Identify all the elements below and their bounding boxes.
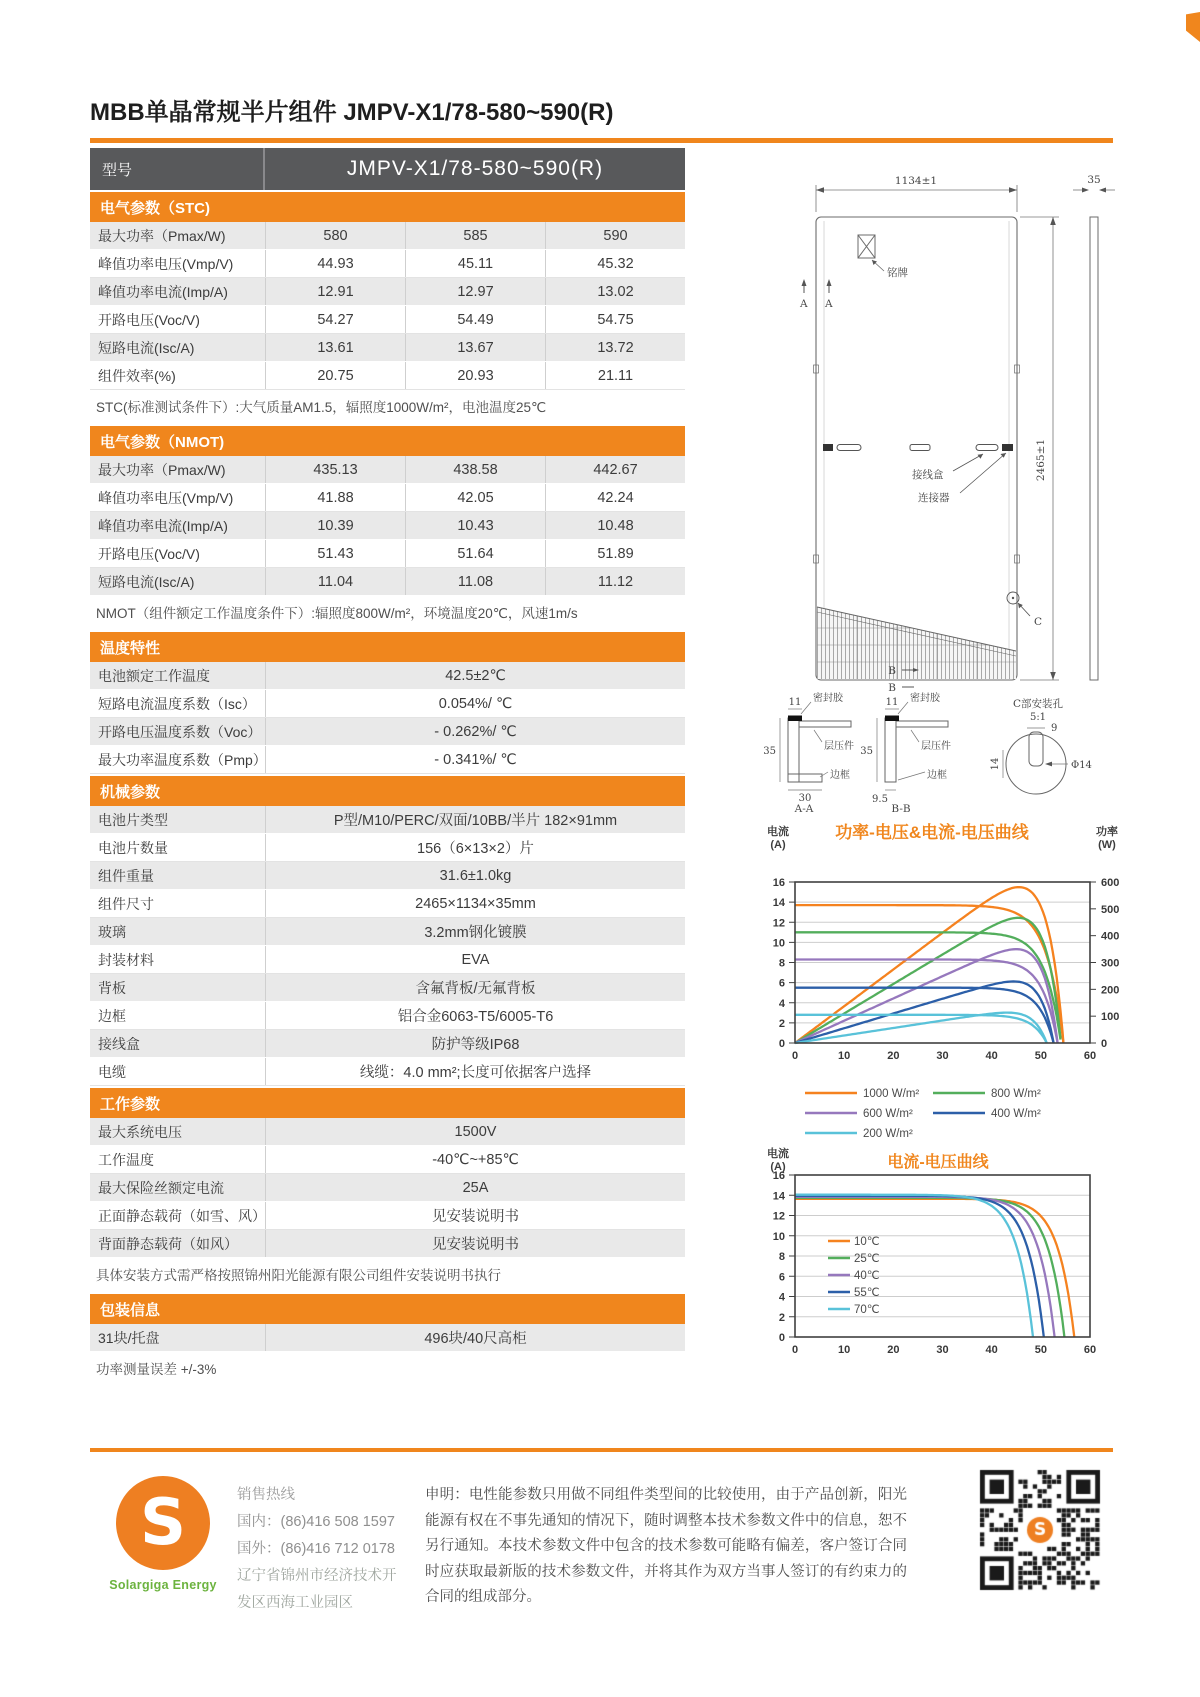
- table-row: [90, 568, 685, 596]
- row-value: 见安装说明书: [265, 1202, 685, 1229]
- row-value: 31.6±1.0kg: [265, 862, 685, 889]
- row-value: 51.43: [265, 540, 405, 567]
- thickness-dim-text: 35: [1087, 174, 1101, 186]
- row-label: 工作温度: [98, 1151, 154, 1168]
- dim-text: 11: [885, 697, 899, 708]
- svg-text:0: 0: [791, 1050, 799, 1062]
- row-value: 13.67: [405, 334, 545, 361]
- svg-text:60: 60: [1083, 1344, 1097, 1356]
- table-row: [90, 946, 685, 974]
- row-label: 玻璃: [98, 923, 126, 940]
- row-value: 54.75: [545, 306, 685, 333]
- table-row: [90, 278, 685, 306]
- row-value: 见安装说明书: [265, 1230, 685, 1257]
- y-right-axis-label: 功率: [1096, 826, 1118, 838]
- svg-text:50: 50: [1034, 1050, 1047, 1062]
- model-header-row: [90, 148, 685, 190]
- table-row: [90, 1058, 685, 1086]
- chart-title: 功率-电压&电流-电压曲线: [835, 823, 1029, 842]
- frame-label: 边框: [830, 770, 850, 781]
- row-value: - 0.262%/ ℃: [265, 718, 685, 745]
- row-label: 最大功率温度系数（Pmp）: [98, 751, 267, 768]
- svg-text:14: 14: [772, 897, 785, 910]
- hotline-title: 销售热线: [237, 1487, 295, 1503]
- dim-text: Φ14: [1071, 760, 1092, 771]
- table-row: [90, 1324, 685, 1352]
- row-value: 20.93: [405, 362, 545, 389]
- connector-label: 连接器: [918, 492, 950, 504]
- row-value: 41.88: [265, 484, 405, 511]
- junction-box-label: 接线盒: [912, 469, 944, 481]
- svg-text:6: 6: [778, 1271, 785, 1284]
- row-value: 3.2mm钢化镀膜: [265, 918, 685, 945]
- table-row: [90, 918, 685, 946]
- svg-text:20: 20: [887, 1344, 900, 1356]
- svg-text:16: 16: [772, 1170, 785, 1182]
- contact-block: [237, 1482, 417, 1617]
- sealant-label: 密封胶: [813, 693, 843, 704]
- grill-hatch: [817, 607, 1016, 679]
- row-value: 44.93: [265, 250, 405, 277]
- table-row: [90, 1002, 685, 1030]
- svg-text:12: 12: [772, 1210, 785, 1223]
- section-a-label: A: [800, 298, 808, 310]
- frame-label: 边框: [927, 770, 947, 781]
- pv-iv-curve-chart: [700, 805, 1180, 1150]
- svg-text:400 W/m²: 400 W/m²: [991, 1108, 1041, 1120]
- table-row: [90, 806, 685, 834]
- dim-text: 35: [763, 746, 776, 757]
- row-value: 51.64: [405, 540, 545, 567]
- row-label: 正面静态载荷（如雪、风）: [98, 1207, 266, 1224]
- svg-text:200 W/m²: 200 W/m²: [863, 1128, 913, 1140]
- dim-text: 30: [798, 793, 812, 804]
- table-row: [90, 1146, 685, 1174]
- laminate-label: 层压件: [921, 741, 951, 752]
- table-row: [90, 334, 685, 362]
- svg-text:300: 300: [1101, 957, 1120, 970]
- table-row: [90, 512, 685, 540]
- row-label: 组件尺寸: [98, 895, 154, 912]
- c-marker-label: C: [1034, 616, 1043, 628]
- svg-text:10: 10: [838, 1050, 851, 1062]
- detail-caption: A-A: [794, 803, 814, 815]
- row-value: 铝合金6063-T5/6005-T6: [265, 1002, 685, 1029]
- spec-table-body: [90, 192, 685, 1386]
- row-value: 13.02: [545, 278, 685, 305]
- table-row: [90, 362, 685, 390]
- dim-text: 11: [788, 697, 802, 708]
- table-row: [90, 662, 685, 690]
- table-row: [90, 890, 685, 918]
- svg-text:14: 14: [772, 1190, 785, 1203]
- svg-text:600 W/m²: 600 W/m²: [863, 1108, 913, 1120]
- section-header: 电气参数（NMOT): [90, 426, 685, 456]
- section-header: 电气参数（STC): [90, 192, 685, 222]
- svg-text:500: 500: [1101, 903, 1120, 916]
- table-row: [90, 1030, 685, 1058]
- table-row: [90, 456, 685, 484]
- row-value: 10.43: [405, 512, 545, 539]
- chart-plot-area: [773, 1170, 1096, 1356]
- dim-text: 35: [860, 746, 873, 757]
- row-value: 496块/40尺高柜: [265, 1324, 685, 1351]
- section-note: STC(标准测试条件下）:大气质量AM1.5，辐照度1000W/m²，电池温度25℃: [96, 400, 547, 415]
- dim-text: 9: [1051, 723, 1058, 734]
- section-b-label: B: [888, 682, 896, 694]
- row-value: 438.58: [405, 456, 545, 483]
- spec-table: [90, 148, 685, 1386]
- table-row: [90, 746, 685, 774]
- row-label: 最大功率（Pmax/W): [98, 227, 226, 244]
- row-value: 45.32: [545, 250, 685, 277]
- row-label: 组件效率(%): [98, 367, 176, 384]
- row-value: 含氟背板/无氟背板: [265, 974, 685, 1001]
- section-header: 工作参数: [90, 1088, 685, 1118]
- svg-text:200: 200: [1101, 984, 1120, 997]
- row-value: 20.75: [265, 362, 405, 389]
- svg-text:800 W/m²: 800 W/m²: [991, 1088, 1041, 1100]
- section-note: 具体安装方式需严格按照锦州阳光能源有限公司组件安装说明书执行: [96, 1268, 501, 1283]
- sealant-label: 密封胶: [910, 693, 940, 704]
- model-label: 型号: [90, 148, 265, 190]
- row-label: 最大功率（Pmax/W): [98, 461, 226, 478]
- detail-c-mounting-hole: [990, 697, 1092, 794]
- panel-outline: [814, 217, 1020, 680]
- address-line: 辽宁省锦州市经济技术开: [237, 1568, 397, 1584]
- row-value: 45.11: [405, 250, 545, 277]
- nameplate-symbol: [858, 235, 884, 271]
- row-value: 42.05: [405, 484, 545, 511]
- row-value: 580: [265, 222, 405, 249]
- svg-text:0: 0: [778, 1038, 785, 1050]
- y-axis-label: 电流: [767, 1148, 789, 1160]
- svg-text:60: 60: [1083, 1050, 1097, 1062]
- svg-text:10: 10: [772, 1230, 785, 1243]
- section-note: NMOT（组件额定工作温度条件下）:辐照度800W/m²，环境温度20℃，风速1m/s: [96, 606, 578, 621]
- section-a-label: A: [825, 298, 833, 310]
- row-value: 13.61: [265, 334, 405, 361]
- svg-text:4: 4: [778, 1291, 785, 1304]
- row-label: 开路电压(Voc/V): [98, 311, 200, 328]
- svg-text:25℃: 25℃: [854, 1253, 880, 1265]
- row-value: 11.04: [265, 568, 405, 595]
- page-title: MBB单晶常规半片组件 JMPV-X1/78-580~590(R): [90, 99, 614, 126]
- row-value: 25A: [265, 1174, 685, 1201]
- svg-text:100: 100: [1101, 1011, 1120, 1024]
- company-name: Solargiga Energy: [109, 1578, 217, 1592]
- table-row: [90, 540, 685, 568]
- row-value: EVA: [265, 946, 685, 973]
- legal-statement: 申明：电性能参数只用做不同组件类型间的比较使用，由于产品创新，阳光能源有权在不事先通知的情况下，随时调整本技术参数文件中的信息，恕不另行通知。本技术参数文件中包含的技术参数可能略有偏差，客户签订合同时应获取最新版的技术参数文件，并将其作为双方当事人签订的有约束力的合同的组成部分。: [425, 1487, 907, 1605]
- table-row: [90, 1118, 685, 1146]
- row-value: 10.48: [545, 512, 685, 539]
- svg-text:50: 50: [1034, 1344, 1047, 1356]
- svg-text:20: 20: [887, 1050, 900, 1062]
- row-value: 线缆：4.0 mm²;长度可依据客户选择: [265, 1058, 685, 1085]
- row-label: 峰值功率电压(Vmp/V): [98, 255, 234, 272]
- row-value: -40℃~+85℃: [265, 1146, 685, 1173]
- company-logo: [116, 1476, 210, 1570]
- side-view: [1073, 188, 1115, 681]
- svg-text:4: 4: [778, 997, 785, 1010]
- table-row: [90, 862, 685, 890]
- row-label: 短路电流温度系数（Isc）: [98, 695, 256, 712]
- row-label: 短路电流(Isc/A): [98, 573, 195, 590]
- width-dim-text: 1134±1: [894, 175, 938, 187]
- c-marker: [1007, 592, 1030, 616]
- title-rule: [90, 138, 1113, 143]
- section-b-label: B: [888, 665, 896, 677]
- table-row: [90, 1230, 685, 1258]
- row-value: 11.12: [545, 568, 685, 595]
- row-value: 42.5±2℃: [265, 662, 685, 689]
- chart-title: 电流-电压曲线: [887, 1154, 989, 1171]
- svg-text:2: 2: [778, 1311, 785, 1324]
- svg-text:400: 400: [1101, 930, 1120, 943]
- y-axis-label: (A): [770, 1161, 786, 1173]
- svg-text:0: 0: [1101, 1038, 1108, 1050]
- row-label: 短路电流(Isc/A): [98, 339, 195, 356]
- module-dimension-drawing: [700, 160, 1180, 815]
- phone-domestic: 国内：(86)416 508 1597: [237, 1514, 395, 1530]
- svg-text:10: 10: [838, 1344, 851, 1356]
- table-row: [90, 834, 685, 862]
- section-header: 包装信息: [90, 1294, 685, 1324]
- row-label: 电缆: [98, 1063, 126, 1080]
- svg-text:12: 12: [772, 917, 785, 930]
- row-value: 12.97: [405, 278, 545, 305]
- table-row: [90, 974, 685, 1002]
- dim-text: 14: [990, 757, 1001, 771]
- table-row: [90, 690, 685, 718]
- svg-text:40: 40: [985, 1050, 998, 1062]
- table-row: [90, 306, 685, 334]
- table-row: [90, 484, 685, 512]
- row-value: 51.89: [545, 540, 685, 567]
- section-note: 功率测量误差 +/-3%: [96, 1362, 217, 1377]
- row-value: 防护等级IP68: [265, 1030, 685, 1057]
- svg-text:70℃: 70℃: [854, 1304, 880, 1316]
- row-value: 11.08: [405, 568, 545, 595]
- row-value: 156（6×13×2）片: [265, 834, 685, 861]
- svg-text:55℃: 55℃: [854, 1287, 880, 1299]
- row-label: 峰值功率电流(Imp/A): [98, 283, 228, 300]
- row-value: 21.11: [545, 362, 685, 389]
- section-header: 机械参数: [90, 776, 685, 806]
- width-dimension: [816, 185, 1017, 212]
- row-value: 42.24: [545, 484, 685, 511]
- svg-text:8: 8: [778, 1251, 785, 1263]
- row-value: 54.49: [405, 306, 545, 333]
- row-value: 1500V: [265, 1118, 685, 1145]
- row-label: 边框: [98, 1007, 126, 1024]
- row-value: 2465×1134×35mm: [265, 890, 685, 917]
- y-left-axis-label: (A): [770, 839, 786, 851]
- svg-text:10℃: 10℃: [854, 1236, 880, 1248]
- row-label: 开路电压(Voc/V): [98, 545, 200, 562]
- detail-caption: C部安装孔: [1012, 698, 1064, 710]
- row-label: 峰值功率电压(Vmp/V): [98, 489, 234, 506]
- svg-text:8: 8: [778, 957, 785, 970]
- svg-text:16: 16: [772, 877, 785, 889]
- row-value: 54.27: [265, 306, 405, 333]
- row-label: 电池片数量: [98, 839, 168, 856]
- footer-divider: [90, 1448, 1113, 1452]
- dim-text: 9.5: [872, 794, 888, 805]
- table-row: [90, 718, 685, 746]
- row-label: 背板: [98, 979, 126, 996]
- height-dim-text: 2465±1: [1035, 438, 1047, 482]
- svg-text:1000 W/m²: 1000 W/m²: [863, 1088, 920, 1100]
- row-label: 最大系统电压: [98, 1123, 182, 1140]
- svg-text:40: 40: [985, 1344, 998, 1356]
- row-label: 组件重量: [98, 867, 154, 884]
- row-label: 背面静态载荷（如风）: [98, 1235, 238, 1252]
- nameplate-label: 铭牌: [887, 267, 908, 279]
- row-label: 31块/托盘: [98, 1329, 160, 1346]
- detail-scale: 5:1: [1029, 712, 1047, 723]
- row-value: 12.91: [265, 278, 405, 305]
- table-row: [90, 1174, 685, 1202]
- model-number: JMPV-X1/78-580~590(R): [346, 157, 604, 180]
- qr-code: [975, 1465, 1105, 1595]
- svg-text:600: 600: [1101, 877, 1120, 889]
- svg-text:0: 0: [778, 1332, 785, 1344]
- corner-accent: [1186, 12, 1200, 42]
- row-label: 开路电压温度系数（Voc）: [98, 723, 262, 740]
- row-label: 封装材料: [98, 951, 154, 968]
- row-value: 590: [545, 222, 685, 249]
- detail-caption: B-B: [891, 803, 911, 815]
- row-value: P型/M10/PERC/双面/10BB/半片 182×91mm: [265, 806, 685, 833]
- row-label: 电池额定工作温度: [98, 667, 210, 684]
- svg-text:10: 10: [772, 937, 785, 950]
- row-label: 电池片类型: [98, 811, 168, 828]
- laminate-label: 层压件: [824, 741, 854, 752]
- phone-international: 国外：(86)416 712 0178: [237, 1541, 395, 1557]
- y-left-axis-label: 电流: [767, 826, 789, 838]
- iv-temperature-chart: [700, 1145, 1180, 1370]
- row-label: 峰值功率电流(Imp/A): [98, 517, 228, 534]
- row-value: 0.054%/ ℃: [265, 690, 685, 717]
- section-header: 温度特性: [90, 632, 685, 662]
- table-row: [90, 222, 685, 250]
- row-label: 接线盒: [98, 1035, 140, 1052]
- logo-letter: S: [139, 1486, 187, 1560]
- svg-text:30: 30: [936, 1344, 949, 1356]
- detail-a-a: [763, 691, 854, 815]
- row-value: 435.13: [265, 456, 405, 483]
- table-row: [90, 250, 685, 278]
- y-right-axis-label: (W): [1098, 839, 1116, 851]
- svg-text:2: 2: [778, 1017, 785, 1030]
- svg-text:0: 0: [791, 1344, 799, 1356]
- svg-text:40℃: 40℃: [854, 1270, 880, 1282]
- detail-b-b: [860, 691, 951, 815]
- address-line: 发区西海工业园区: [237, 1595, 353, 1611]
- svg-text:30: 30: [936, 1050, 949, 1062]
- row-value: 585: [405, 222, 545, 249]
- row-value: - 0.341%/ ℃: [265, 746, 685, 773]
- chart-plot-area: [773, 877, 1120, 1140]
- table-row: [90, 1202, 685, 1230]
- row-value: 13.72: [545, 334, 685, 361]
- row-value: 10.39: [265, 512, 405, 539]
- svg-text:6: 6: [778, 977, 785, 990]
- row-value: 442.67: [545, 456, 685, 483]
- row-label: 最大保险丝额定电流: [98, 1179, 224, 1196]
